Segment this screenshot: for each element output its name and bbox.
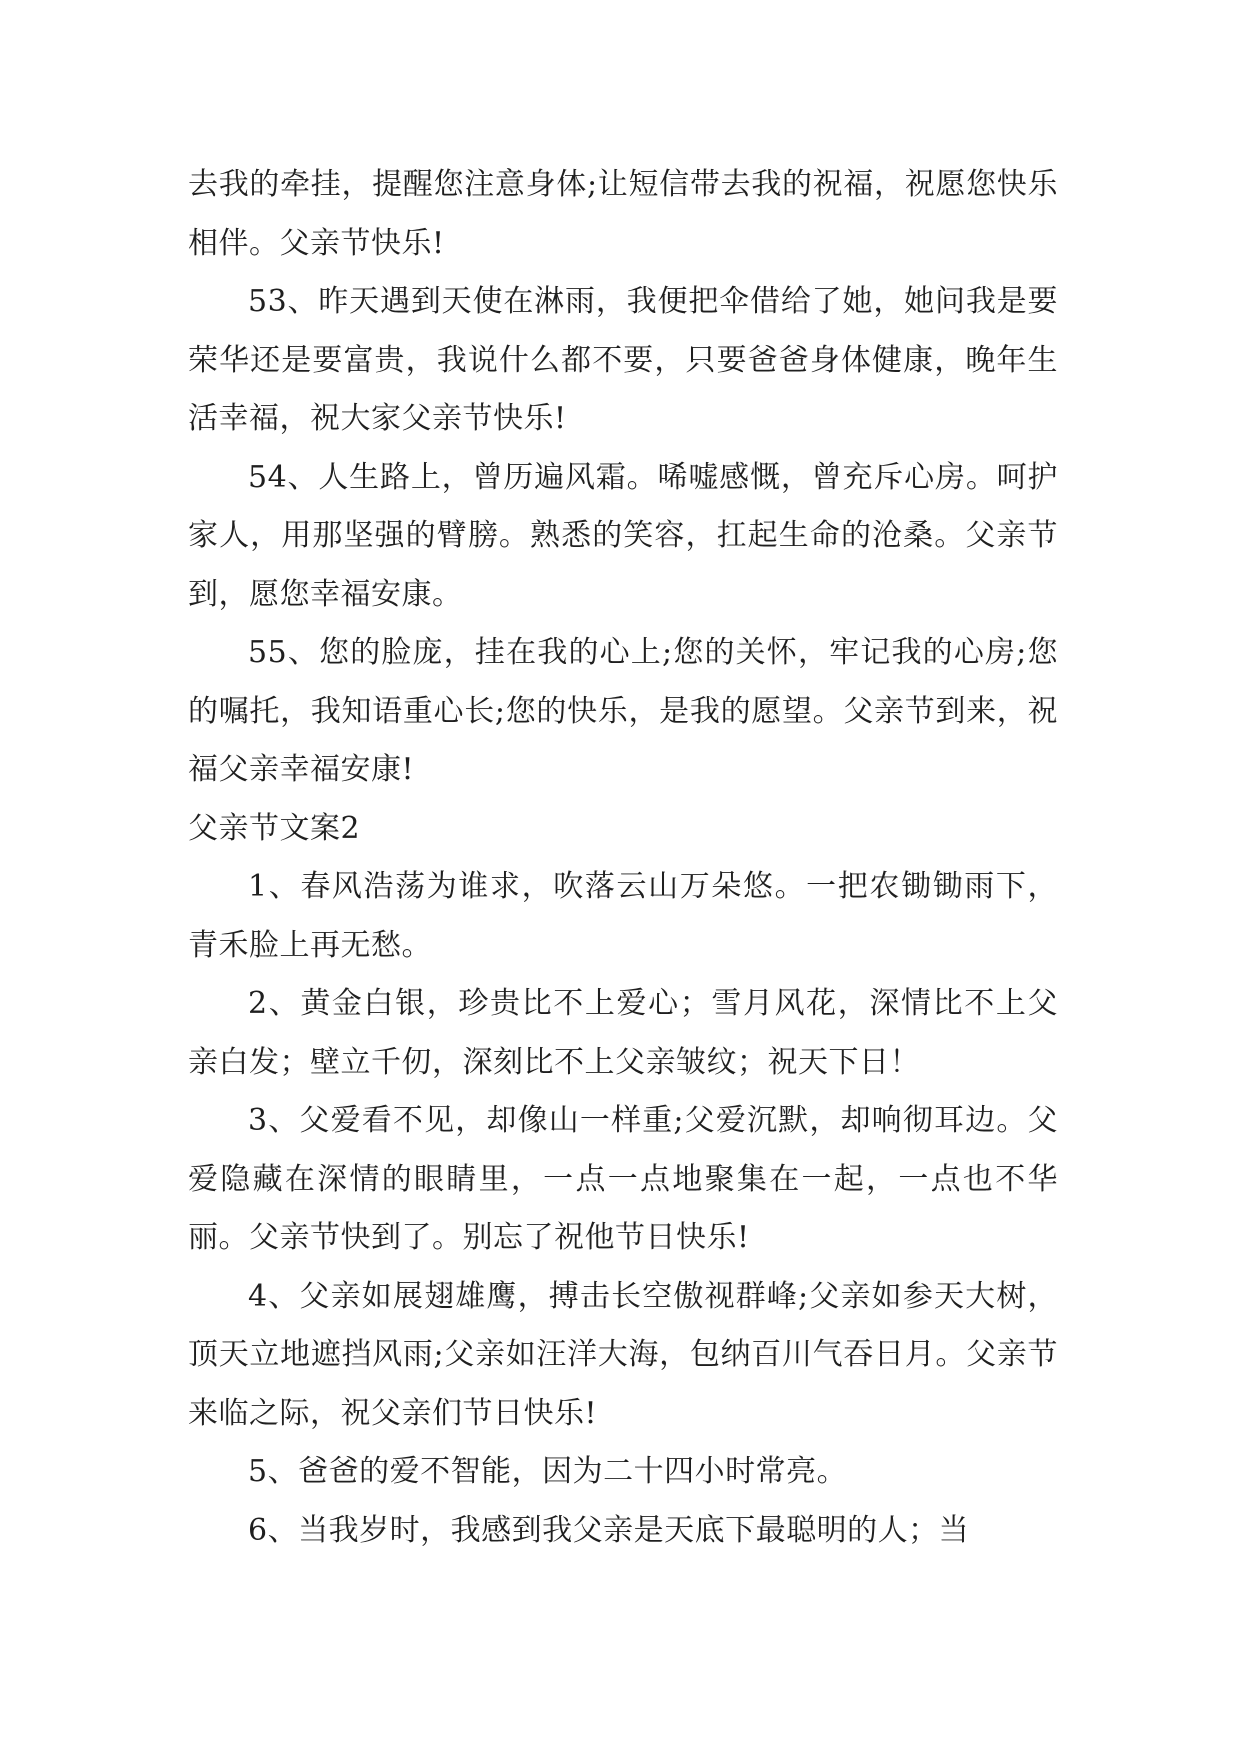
paragraph-53: 53、昨天遇到天使在淋雨，我便把伞借给了她，她问我是要荣华还是要富贵，我说什么都不要，只要爸爸身体健康，晚年生活幸福，祝大家父亲节快乐!	[188, 284, 1058, 436]
paragraph-continuation: 去我的牵挂，提醒您注意身体;让短信带去我的祝福，祝愿您快乐相伴。父亲节快乐!	[188, 167, 1058, 261]
paragraph-2: 2、黄金白银，珍贵比不上爱心；雪月风花，深情比不上父亲白发；壁立千仞，深刻比不上父亲皱纹；祝天下日！	[188, 986, 1058, 1080]
paragraph-3: 3、父爱看不见，却像山一样重;父爱沉默，却响彻耳边。父爱隐藏在深情的眼睛里，一点一点地聚集在一起，一点也不华丽。父亲节快到了。别忘了祝他节日快乐!	[188, 1103, 1058, 1255]
document-body	[188, 156, 1058, 1560]
paragraph-55: 55、您的脸庞，挂在我的心上;您的关怀，牢记我的心房;您的嘱托，我知语重心长;您的快乐，是我的愿望。父亲节到来，祝福父亲幸福安康!	[188, 635, 1058, 787]
paragraph-5: 5、爸爸的爱不智能，因为二十四小时常亮。	[248, 1454, 848, 1489]
paragraph-1: 1、春风浩荡为谁求，吹落云山万朵悠。一把农锄锄雨下，青禾脸上再无愁。	[188, 869, 1058, 963]
paragraph-4: 4、父亲如展翅雄鹰，搏击长空傲视群峰;父亲如参天大树，顶天立地遮挡风雨;父亲如汪洋大海，包纳百川气吞日月。父亲节来临之际，祝父亲们节日快乐!	[188, 1278, 1058, 1431]
paragraph-6: 6、当我岁时，我感到我父亲是天底下最聪明的人；当	[248, 1512, 970, 1548]
paragraph-54: 54、人生路上，曾历遍风霜。唏嘘感慨，曾充斥心房。呵护家人，用那坚强的臂膀。熟悉的笑容，扛起生命的沧桑。父亲节到，愿您幸福安康。	[188, 459, 1058, 612]
section-heading: 父亲节文案2	[188, 810, 361, 846]
